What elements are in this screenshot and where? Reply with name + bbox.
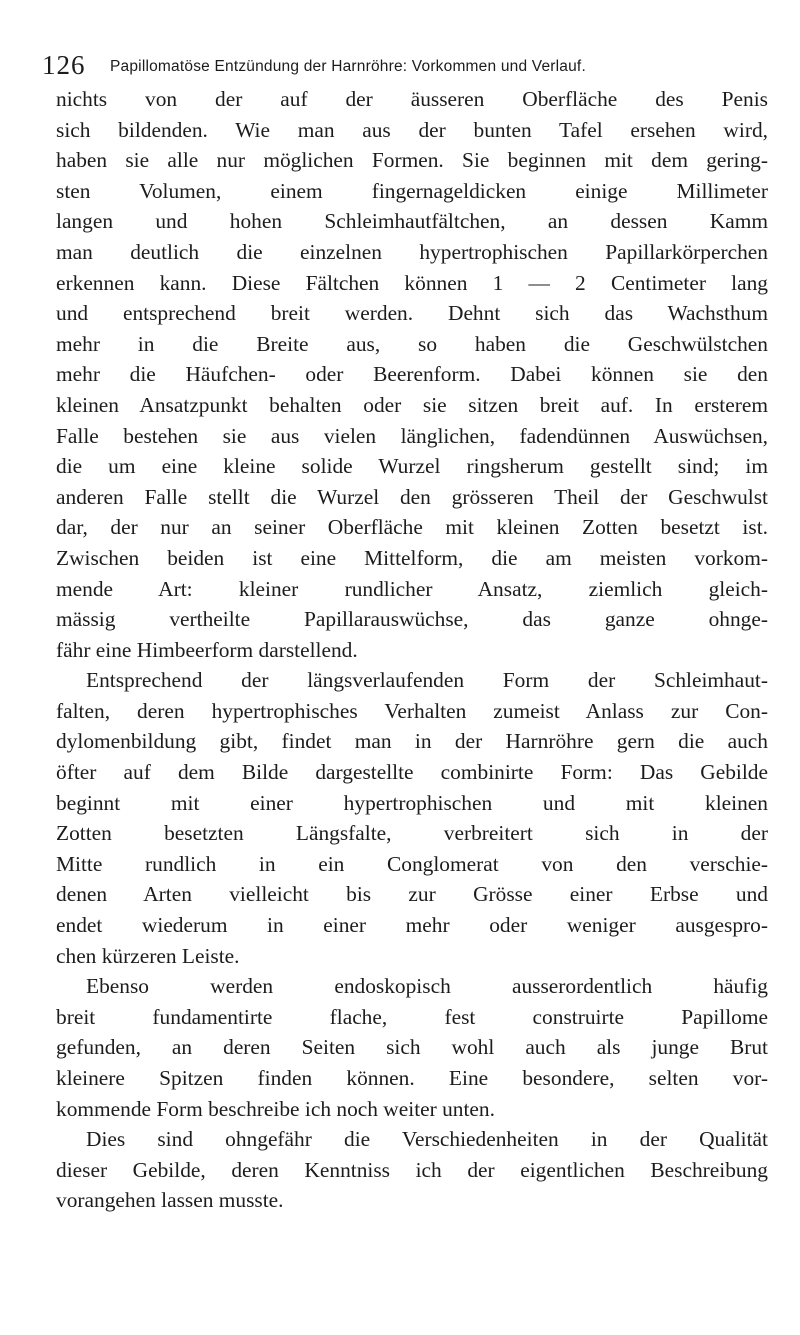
text-line: mende Art: kleiner rundlicher Ansatz, ziemlich gleich- [56, 576, 768, 601]
text-line: langen und hohen Schleimhautfältchen, an dessen Kamm [56, 209, 768, 234]
text-line: gefunden, an deren Seiten sich wohl auch als junge Brut [56, 1035, 768, 1060]
text-line: vorangehen lassen musste. [56, 1188, 284, 1213]
text-line: öfter auf dem Bilde dargestellte combinirte Form: Das Gebilde [56, 760, 768, 785]
text-line: denen Arten vielleicht bis zur Grösse einer Erbse und [56, 882, 768, 907]
running-title: Papillomatöse Entzündung der Harnröhre: Vorkommen und Verlauf. [110, 58, 586, 75]
page-header [42, 46, 762, 86]
paragraph [56, 665, 768, 971]
text-line: Zwischen beiden ist eine Mittelform, die am meisten vorkom- [56, 545, 768, 570]
text-line: haben sie alle nur möglichen Formen. Sie beginnen mit dem gering- [56, 148, 768, 173]
text-line: mässig vertheilte Papillarauswüchse, das ganze ohnge- [56, 607, 768, 632]
text-line: kleinere Spitzen finden können. Eine besondere, selten vor- [56, 1066, 768, 1090]
text-line: Falle bestehen sie aus vielen länglichen, fadendünnen Auswüchsen, [56, 423, 768, 448]
paragraph [56, 84, 768, 665]
text-line: sich bildenden. Wie man aus der bunten Tafel ersehen wird, [56, 117, 768, 142]
text-line: dylomenbildung gibt, findet man in der Harnröhre gern die auch [56, 729, 768, 754]
text-line: Ebenso werden endoskopisch ausserordentlich häufig [86, 974, 768, 999]
text-line: mehr die Häufchen- oder Beerenform. Dabei können sie den [56, 362, 768, 387]
paragraph [56, 1124, 768, 1216]
text-line: dar, der nur an seiner Oberfläche mit kleinen Zotten besetzt ist. [56, 515, 768, 540]
text-line: beginnt mit einer hypertrophischen und mit kleinen [56, 790, 768, 815]
text-line: chen kürzeren Leiste. [56, 943, 240, 968]
text-line: kleinen Ansatzpunkt behalten oder sie sitzen breit auf. In ersterem [56, 392, 768, 417]
page-number: 126 [42, 50, 86, 80]
text-line: Mitte rundlich in ein Conglomerat von den verschie- [56, 851, 768, 876]
body-text [56, 84, 768, 1216]
text-line: dieser Gebilde, deren Kenntniss ich der eigentlichen Beschreibung [56, 1157, 768, 1182]
text-line: erkennen kann. Diese Fältchen können 1 — 2 Centimeter lang [56, 270, 768, 295]
text-line: falten, deren hypertrophisches Verhalten zumeist Anlass zur Con- [56, 698, 768, 723]
text-line: Entsprechend der längsverlaufenden Form der Schleimhaut- [86, 668, 768, 693]
text-line: und entsprechend breit werden. Dehnt sich das Wachsthum [56, 301, 768, 326]
paragraph [56, 971, 768, 1124]
text-line: breit fundamentirte flache, fest construirte Papillome [56, 1004, 768, 1029]
text-line: sten Volumen, einem fingernageldicken einige Millimeter [56, 178, 768, 203]
text-line: endet wiederum in einer mehr oder weniger ausgespro- [56, 913, 768, 938]
text-line: Zotten besetzten Längsfalte, verbreitert sich in der [56, 821, 768, 846]
text-line: anderen Falle stellt die Wurzel den grösseren Theil der Geschwulst [56, 484, 768, 509]
text-line: mehr in die Breite aus, so haben die Geschwülstchen [56, 331, 768, 356]
text-line: Dies sind ohngefähr die Verschiedenheiten in der Qualität [86, 1127, 768, 1152]
text-line: fähr eine Himbeerform darstellend. [56, 637, 358, 662]
text-line: man deutlich die einzelnen hypertrophischen Papillarkörperchen [56, 239, 768, 264]
text-line: die um eine kleine solide Wurzel ringsherum gestellt sind; im [56, 454, 768, 479]
text-line: kommende Form beschreibe ich noch weiter unten. [56, 1096, 495, 1121]
text-line: nichts von der auf der äusseren Oberfläche des Penis [56, 87, 768, 111]
